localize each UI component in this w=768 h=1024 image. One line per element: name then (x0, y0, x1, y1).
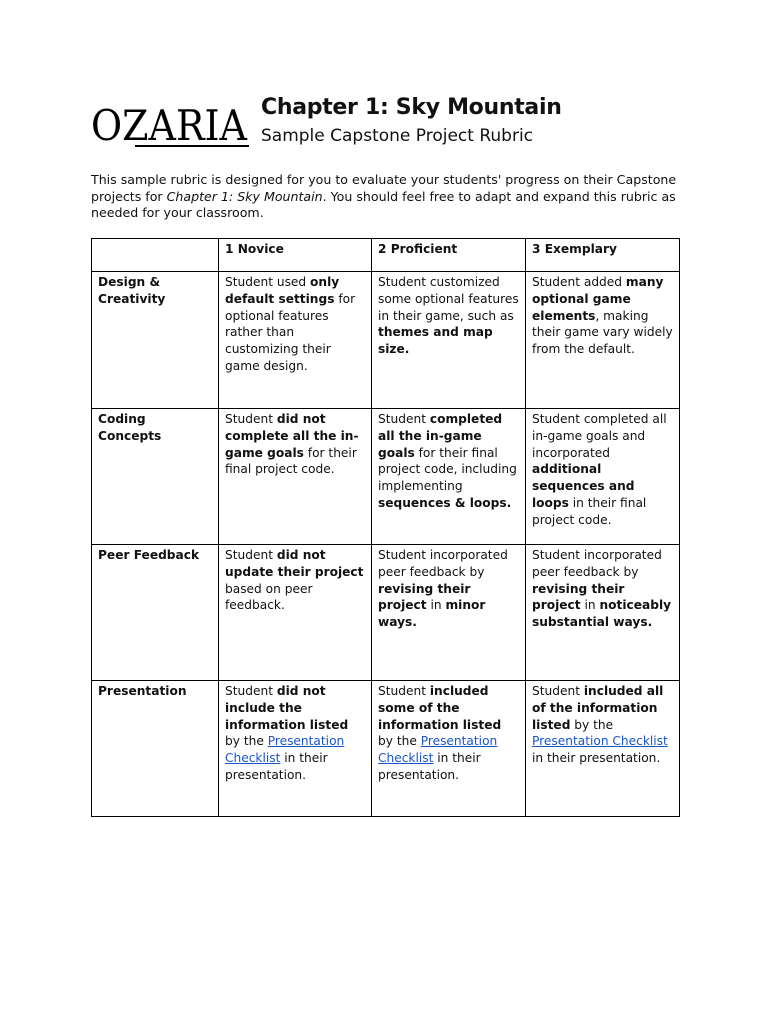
novice-cell (219, 545, 372, 681)
emphasis-text: revising their project (378, 581, 471, 613)
cell-text: , making their game vary widely from the default. (532, 308, 673, 357)
presentation-checklist-link[interactable]: Presentation Checklist (378, 734, 498, 766)
cell-text: Student completed all in-game goals and incorporated (532, 412, 667, 460)
exemplary-cell (526, 681, 680, 817)
rubric-row-presentation (92, 681, 680, 817)
rubric-row-coding (92, 409, 680, 545)
rubric-row-design (92, 272, 680, 409)
emphasis-text: many optional game elements (532, 275, 664, 323)
novice-cell (219, 409, 372, 545)
document-header (91, 94, 691, 154)
emphasis-text: themes and map size. (378, 325, 493, 357)
intro-italic-title: Chapter 1: Sky Mountain (166, 188, 323, 204)
cell-text: in (426, 598, 446, 613)
rubric-table (91, 238, 680, 817)
emphasis-text: included all of the information listed (532, 684, 664, 732)
proficient-cell (372, 272, 526, 409)
proficient-cell (372, 681, 526, 817)
emphasis-text: did not update their project (225, 548, 364, 579)
intro-paragraph (91, 172, 681, 222)
criterion-cell: Peer Feedback (92, 545, 219, 681)
emphasis-text: did not include the information listed (225, 684, 349, 732)
emphasis-text: included some of the information listed (378, 684, 502, 732)
header-cell-novice: 1 Novice (219, 239, 372, 272)
exemplary-cell (526, 545, 680, 681)
emphasis-text: sequences & loops. (378, 495, 512, 510)
ozaria-logo (91, 102, 251, 148)
rubric-header-row (92, 239, 680, 272)
emphasis-text: additional sequences and loops (532, 462, 635, 510)
cell-text: for optional features rather than customizing their game design. (225, 291, 356, 373)
emphasis-text: minor ways. (378, 598, 486, 630)
exemplary-cell (526, 409, 680, 545)
intro-text-1: This sample rubric is designed for you to evaluate your students' progress on their Capstone projects for (91, 172, 677, 204)
header-cell-blank (92, 239, 219, 272)
proficient-cell (372, 545, 526, 681)
header-cell-proficient: 2 Proficient (372, 239, 526, 272)
cell-text: Student (378, 412, 430, 426)
cell-text: Student added (532, 275, 626, 289)
exemplary-cell (526, 272, 680, 409)
cell-text: in their presentation. (378, 751, 481, 782)
presentation-checklist-link[interactable]: Presentation Checklist (225, 734, 345, 766)
page-subtitle: Sample Capstone Project Rubric (261, 126, 534, 146)
emphasis-text: completed all the in-game goals (378, 412, 503, 460)
cell-text: by the (225, 734, 268, 749)
rubric-row-peer-feedback (92, 545, 680, 681)
cell-text: Student (225, 548, 277, 562)
proficient-cell (372, 409, 526, 545)
cell-text: by the (570, 717, 614, 732)
cell-text: in their presentation. (532, 751, 661, 766)
page-title: Chapter 1: Sky Mountain (261, 95, 562, 120)
criterion-cell: Presentation (92, 681, 219, 817)
criterion-cell: Coding Concepts (92, 409, 219, 545)
cell-text: for their final project code, including implementing (378, 445, 517, 494)
criterion-cell: Design & Creativity (92, 272, 219, 409)
cell-text: in their presentation. (225, 751, 328, 782)
intro-text-2: . You should feel free to adapt and expand this rubric as needed for your classroom. (91, 188, 676, 220)
emphasis-text: did not complete all the in-game goals (225, 412, 359, 460)
cell-text: Student (225, 684, 277, 698)
cell-text: for their final project code. (225, 445, 357, 477)
novice-cell (219, 272, 372, 409)
novice-cell (219, 681, 372, 817)
cell-text: Student used (225, 275, 311, 289)
cell-text: in (580, 598, 600, 613)
header-cell-exemplary: 3 Exemplary (526, 239, 680, 272)
cell-text: Student customized some optional features in their game, such as (378, 275, 519, 323)
cell-text: Student incorporated peer feedback by (532, 548, 662, 579)
emphasis-text: noticeably substantial ways. (532, 598, 672, 630)
emphasis-text: revising their project (532, 581, 625, 613)
logo-text: OZARIA (91, 102, 248, 148)
cell-text: by the (378, 734, 421, 749)
emphasis-text: only default settings (225, 275, 340, 306)
cell-text: based on peer feedback. (225, 581, 313, 613)
presentation-checklist-link[interactable]: Presentation Checklist (532, 734, 668, 749)
cell-text: Student (378, 684, 430, 698)
cell-text: Student (225, 412, 277, 426)
cell-text: Student incorporated peer feedback by (378, 548, 508, 579)
cell-text: Student (532, 684, 584, 698)
cell-text: in their final project code. (532, 495, 647, 527)
